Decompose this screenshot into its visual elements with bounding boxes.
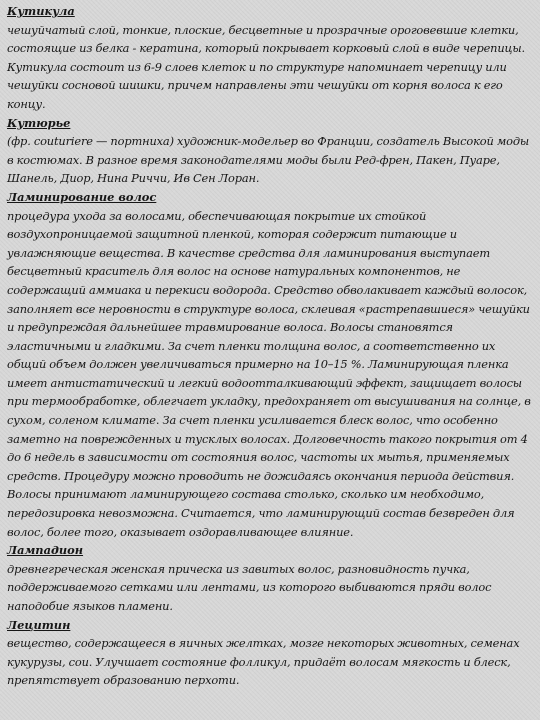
term-heading: Кутикула	[7, 4, 75, 18]
term-definition: древнегреческая женская прическа из завитых волос, разновидность пучка, поддерживаемого сетками или лентами, из которого выбиваются пряди волос наподобие языков пламени.	[7, 561, 492, 613]
glossary-entry-lecithin	[7, 616, 536, 690]
term-definition: вещество, содержащееся в яичных желтках, мозге некоторых животных, семенах кукурузы, сои. Улучшает состояние фолликул, придаёт волосам мягкость и блеск, препятствует образованию перхоти.	[7, 636, 520, 688]
term-definition: (фр. couturiere — портниха) художник-модельер во Франции, создатель Высокой моды в костюмах. В разное время законодателями моды были Ред-френ, Пакен, Пуаре, Шанель, Диор, Нина Риччи, Ив Сен Лоран.	[7, 134, 530, 186]
glossary-entry-hair-lamination	[7, 188, 536, 541]
glossary-entry-cuticle	[7, 2, 536, 114]
term-definition: чешуйчатый слой, тонкие, плоские, бесцветные и прозрачные ороговевшие клетки, состоящие из белка - кератина, который покрывает корковый слой в виде черепицы. Кутикула состоит из 6-9 слоев клеток и по структуре напоминает черепицу или чешуйки сосновой шишки, причем направлены эти чешуйки от корня волоса к его концу.	[7, 22, 525, 111]
glossary-entry-lampadion	[7, 541, 536, 615]
term-definition: процедура ухода за волосами, обеспечивающая покрытие их стойкой воздухопроницаемой защитной пленкой, которая содержит питающие и увлажняющие вещества. В качестве средства для ламинирования выступает бесцветный краситель для волос на основе натуральных компонентов, не содержащий аммиака и перекиси водорода. Средство обволакивает каждый волосок, заполняет все неровности в структуре волоса, склеивая «растрепавшиеся» чешуйки и предупреждая дальнейшее травмирование волоса. Волосы становятся эластичными и гладкими. За счет пленки толщина волос, а соответственно их общий объем должен увеличиваться примерно на 10–15 %. Ламинирующая пленка имеет антистатический и легкий водоотталкивающий эффект, защищает волосы при термообработке, облегчает укладку, предохраняет от высушивания на солнце, в сухом, соленом климате. За счет пленки усиливается блеск волос, что особенно заметно на поврежденных и тусклых волосах. Долговечность такого покрытия от 4 до 6 недель в зависимости от состояния волос, частоты их мытья, применяемых средств. Процедуру можно проводить не дожидаясь окончания периода действия. Волосы принимают ламинирующего состава столько, сколько им необходимо, передозировка невозможна. Считается, что ламинирующий состав безвреден для волос, более того, оказывает оздоравливающее влияние.	[7, 208, 531, 539]
term-heading: Ламинирование волос	[7, 189, 157, 204]
term-heading: Лампадион	[7, 543, 84, 558]
term-heading: Кутюрье	[7, 115, 71, 130]
glossary-entry-couturier	[7, 114, 536, 188]
term-heading: Лецитин	[7, 617, 71, 632]
